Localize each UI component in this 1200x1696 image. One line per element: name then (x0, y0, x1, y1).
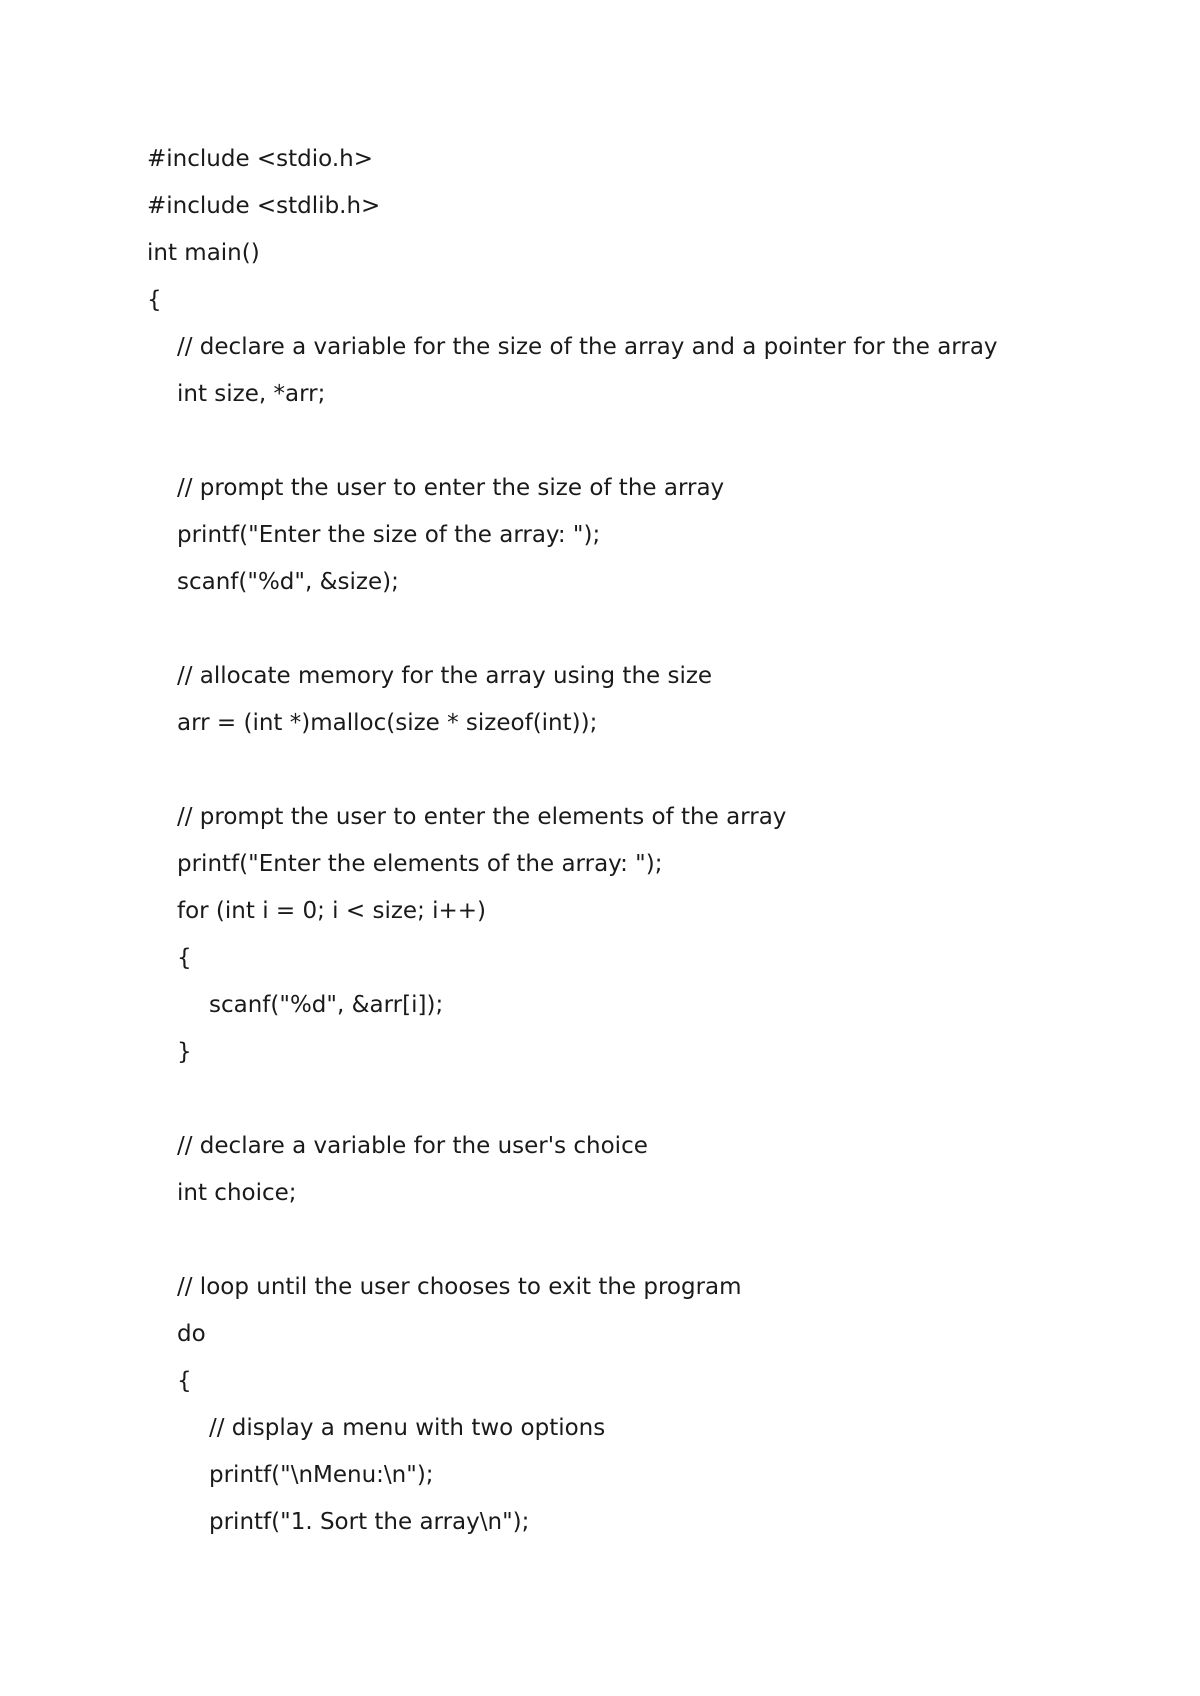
blank-line (147, 422, 1147, 469)
code-comment: // declare a variable for the user's choice (177, 1133, 648, 1159)
code-line: #include <stdio.h> (147, 146, 374, 172)
blank-line (147, 751, 1147, 798)
code-comment: // display a menu with two options (209, 1415, 606, 1441)
code-line: int main() (147, 240, 260, 266)
code-line: printf("\nMenu:\n"); (209, 1462, 434, 1488)
code-comment: // prompt the user to enter the size of the array (177, 475, 725, 501)
code-line: scanf("%d", &arr[i]); (209, 992, 444, 1018)
code-comment: // allocate memory for the array using the size (177, 663, 713, 689)
code-line: { (177, 1368, 192, 1394)
code-line: { (177, 945, 192, 971)
code-line: int size, *arr; (177, 381, 326, 407)
blank-line (147, 1080, 1147, 1127)
code-line: { (147, 287, 162, 313)
code-line: printf("1. Sort the array\n"); (209, 1509, 530, 1535)
code-line: do (177, 1321, 206, 1347)
code-line: int choice; (177, 1180, 297, 1206)
code-listing (147, 140, 1147, 1550)
code-comment: // declare a variable for the size of the array and a pointer for the array (177, 334, 998, 360)
code-line: printf("Enter the elements of the array: "); (177, 851, 663, 877)
code-line: arr = (int *)malloc(size * sizeof(int)); (177, 710, 598, 736)
code-line: scanf("%d", &size); (177, 569, 399, 595)
code-line: } (177, 1039, 192, 1065)
blank-line (147, 610, 1147, 657)
code-line: #include <stdlib.h> (147, 193, 381, 219)
code-comment: // prompt the user to enter the elements of the array (177, 804, 787, 830)
code-comment: // loop until the user chooses to exit the program (177, 1274, 742, 1300)
code-line: for (int i = 0; i < size; i++) (177, 898, 487, 924)
blank-line (147, 1221, 1147, 1268)
code-line: printf("Enter the size of the array: "); (177, 522, 601, 548)
